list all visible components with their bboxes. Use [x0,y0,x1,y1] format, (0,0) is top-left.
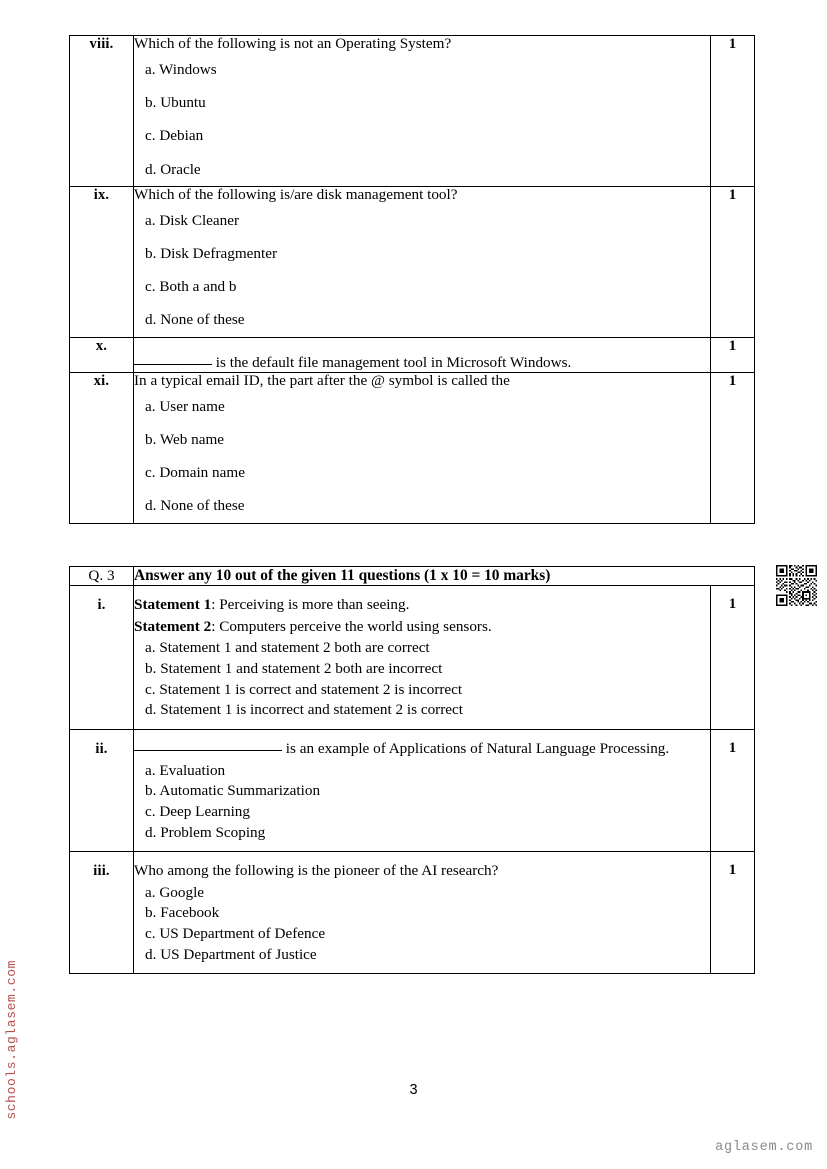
question-stem: Which of the following is not an Operating System? [134,35,452,52]
question-number: ii. [70,730,134,852]
table-row [70,730,755,852]
q3-header-row [70,567,755,586]
marks-value: 1 [710,852,754,974]
question-stem-text: is the default file management tool in Microsoft Windows. [212,353,572,371]
question-number: iii. [70,852,134,974]
marks-value: 1 [710,586,754,730]
statement-2-label: Statement 2 [134,617,212,635]
watermark-left: schools.aglasem.com [4,960,19,1120]
option-item: c. Deep Learning [145,802,250,820]
option-item: a. Disk Cleaner [145,211,240,229]
question-number: i. [70,586,134,730]
option-list [134,761,710,844]
marks-value: 1 [711,36,755,187]
marks-value: 1 [710,730,754,852]
question-number: xi. [70,372,134,523]
question-content [134,337,711,372]
statement-1-text: : Perceiving is more than seeing. [211,596,410,614]
question-stem: In a typical email ID, the part after the @ symbol is called the [134,371,510,389]
option-item: d. None of these [145,311,245,329]
option-item: b. Facebook [145,904,220,922]
statement-2-text: : Computers perceive the world using sensors. [211,617,492,635]
question-content [134,730,711,852]
question-stem: Which of the following is/are disk management tool? [134,185,458,203]
marks-value: 1 [711,372,755,523]
option-item: b. Disk Defragmenter [145,245,278,263]
qr-code-icon [775,565,818,606]
table-row [70,337,755,372]
watermark-bottom-right: aglasem.com [715,1140,813,1155]
option-item: a. User name [145,397,225,415]
fill-in-blank [134,364,212,365]
marks-value: 1 [711,337,755,372]
q3-label: Q. 3 [70,567,134,586]
question-stem [134,739,710,758]
option-list [134,53,710,186]
option-item: a. Windows [145,61,217,79]
question-stem: Who among the following is the pioneer of the AI research? [134,862,499,880]
table-row [70,852,755,974]
option-list [134,638,710,721]
option-item: c. Domain name [145,464,245,482]
question-number: x. [70,337,134,372]
table-row [70,186,755,337]
q3-questions-table [69,566,755,974]
question-content [134,852,711,974]
option-item: d. Problem Scoping [145,823,266,841]
page-number: 3 [409,1082,418,1098]
option-item: b. Web name [145,431,225,449]
option-item: a. Google [145,883,205,901]
option-list [134,883,710,966]
question-number: ix. [70,186,134,337]
question-stem-text: is an example of Applications of Natural Language Processing. [282,740,670,758]
option-list [134,204,710,337]
question-number: viii. [70,36,134,187]
option-item: d. Oracle [145,160,201,178]
option-item: d. Statement 1 is incorrect and statement 2 is correct [145,701,463,719]
q3-heading: Answer any 10 out of the given 11 questions (1 x 10 = 10 marks) [134,567,755,586]
objective-questions-table [69,35,755,524]
option-list [134,390,710,523]
option-item: d. None of these [145,497,245,515]
option-item: c. US Department of Defence [145,925,326,943]
option-item: b. Ubuntu [145,94,206,112]
table-row [70,372,755,523]
option-item: b. Statement 1 and statement 2 both are incorrect [145,660,443,678]
statement-1 [134,595,710,614]
question-content [134,586,711,730]
fill-in-blank [134,750,282,751]
option-item: a. Evaluation [145,761,226,779]
statement-2 [134,617,710,636]
option-item: c. Statement 1 is correct and statement 2 is incorrect [145,680,463,698]
option-item: d. US Department of Justice [145,945,317,963]
question-stem [134,355,710,370]
statement-1-label: Statement 1 [134,596,212,614]
option-item: b. Automatic Summarization [145,782,321,800]
question-content [134,372,711,523]
marks-value: 1 [711,186,755,337]
option-item: a. Statement 1 and statement 2 both are correct [145,639,430,657]
question-content [134,36,711,187]
table-row [70,586,755,730]
table-row [70,36,755,187]
option-item: c. Both a and b [145,278,237,296]
option-item: c. Debian [145,127,204,145]
question-content [134,186,711,337]
